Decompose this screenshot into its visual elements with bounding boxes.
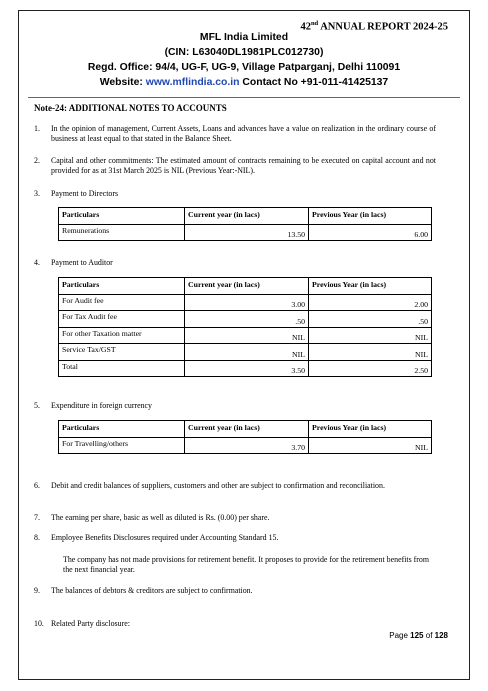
note-item-1: 1. In the opinion of management, Current Assets, Loans and advances have a value on realization in the ordinary course of business at least equal to that stated in the Balance Sheet. xyxy=(34,124,436,143)
table-row: Service Tax/GST NIL NIL xyxy=(59,344,432,361)
company-name: MFL India Limited xyxy=(199,32,289,43)
note-item-6: 6. Debit and credit balances of suppliers, customers and other are subject to confirmation and reconciliation. xyxy=(34,481,385,490)
note-title: Note-24: ADDITIONAL NOTES TO ACCOUNTS xyxy=(34,103,227,113)
note-item-2: 2. Capital and other commitments: The estimated amount of contracts remaining to be executed on capital account and not provided for as at 31st March 2025 is NIL (Previous Year:-NIL). xyxy=(34,156,436,175)
contact-line: Website: www.mflindia.co.in Contact No +91-011-41425137 xyxy=(99,77,389,88)
company-cin: (CIN: L63040DL1981PLC012730) xyxy=(164,47,324,58)
note-item-7: 7. The earning per share, basic as well as diluted is Rs. (0.00) per share. xyxy=(34,513,270,522)
annual-report-title: 42nd ANNUAL REPORT 2024-25 xyxy=(300,20,448,33)
table-header: Particulars xyxy=(59,278,185,295)
table-row: For other Taxation matter NIL NIL xyxy=(59,327,432,344)
table-header: Current year (in lacs) xyxy=(185,208,309,225)
note-item-9: 9. The balances of debtors & creditors are subject to confirmation. xyxy=(34,586,253,595)
directors-table xyxy=(58,207,432,241)
note-item-4: 4. Payment to Auditor xyxy=(34,258,113,267)
table-header: Particulars xyxy=(59,208,185,225)
note-item-8-detail: The company has not made provisions for retirement benefit. It proposes to provide for the retirement benefits from the next financial year. xyxy=(63,555,429,574)
table-row: For Tax Audit fee .50 .50 xyxy=(59,311,432,328)
note-item-8: 8. Employee Benefits Disclosures required under Accounting Standard 15. xyxy=(34,533,279,542)
header-divider xyxy=(28,97,460,98)
table-header: Current year (in lacs) xyxy=(185,278,309,295)
auditor-table xyxy=(58,277,432,377)
table-header: Current year (in lacs) xyxy=(185,421,309,438)
table-row: Total 3.50 2.50 xyxy=(59,360,432,377)
foreign-currency-table xyxy=(58,420,432,454)
table-header: Particulars xyxy=(59,421,185,438)
website-link[interactable]: www.mflindia.co.in xyxy=(145,77,240,88)
table-header: Previous Year (in lacs) xyxy=(309,278,432,295)
table-header: Previous Year (in lacs) xyxy=(309,421,432,438)
note-item-10: 10. Related Party disclosure: xyxy=(34,619,130,628)
note-item-5: 5. Expenditure in foreign currency xyxy=(34,401,153,410)
page-number: Page 125 of 128 xyxy=(389,631,448,640)
note-item-3: 3. Payment to Directors xyxy=(34,189,119,198)
table-row: Remunerations 13.50 6.00 xyxy=(59,224,432,241)
table-row: For Audit fee 3.00 2.00 xyxy=(59,294,432,311)
table-header: Previous Year (in lacs) xyxy=(309,208,432,225)
registered-office: Regd. Office: 94/4, UG-F, UG-9, Village Patparganj, Delhi 110091 xyxy=(87,62,401,73)
table-row: For Travelling/others 3.70 NIL xyxy=(59,437,432,454)
